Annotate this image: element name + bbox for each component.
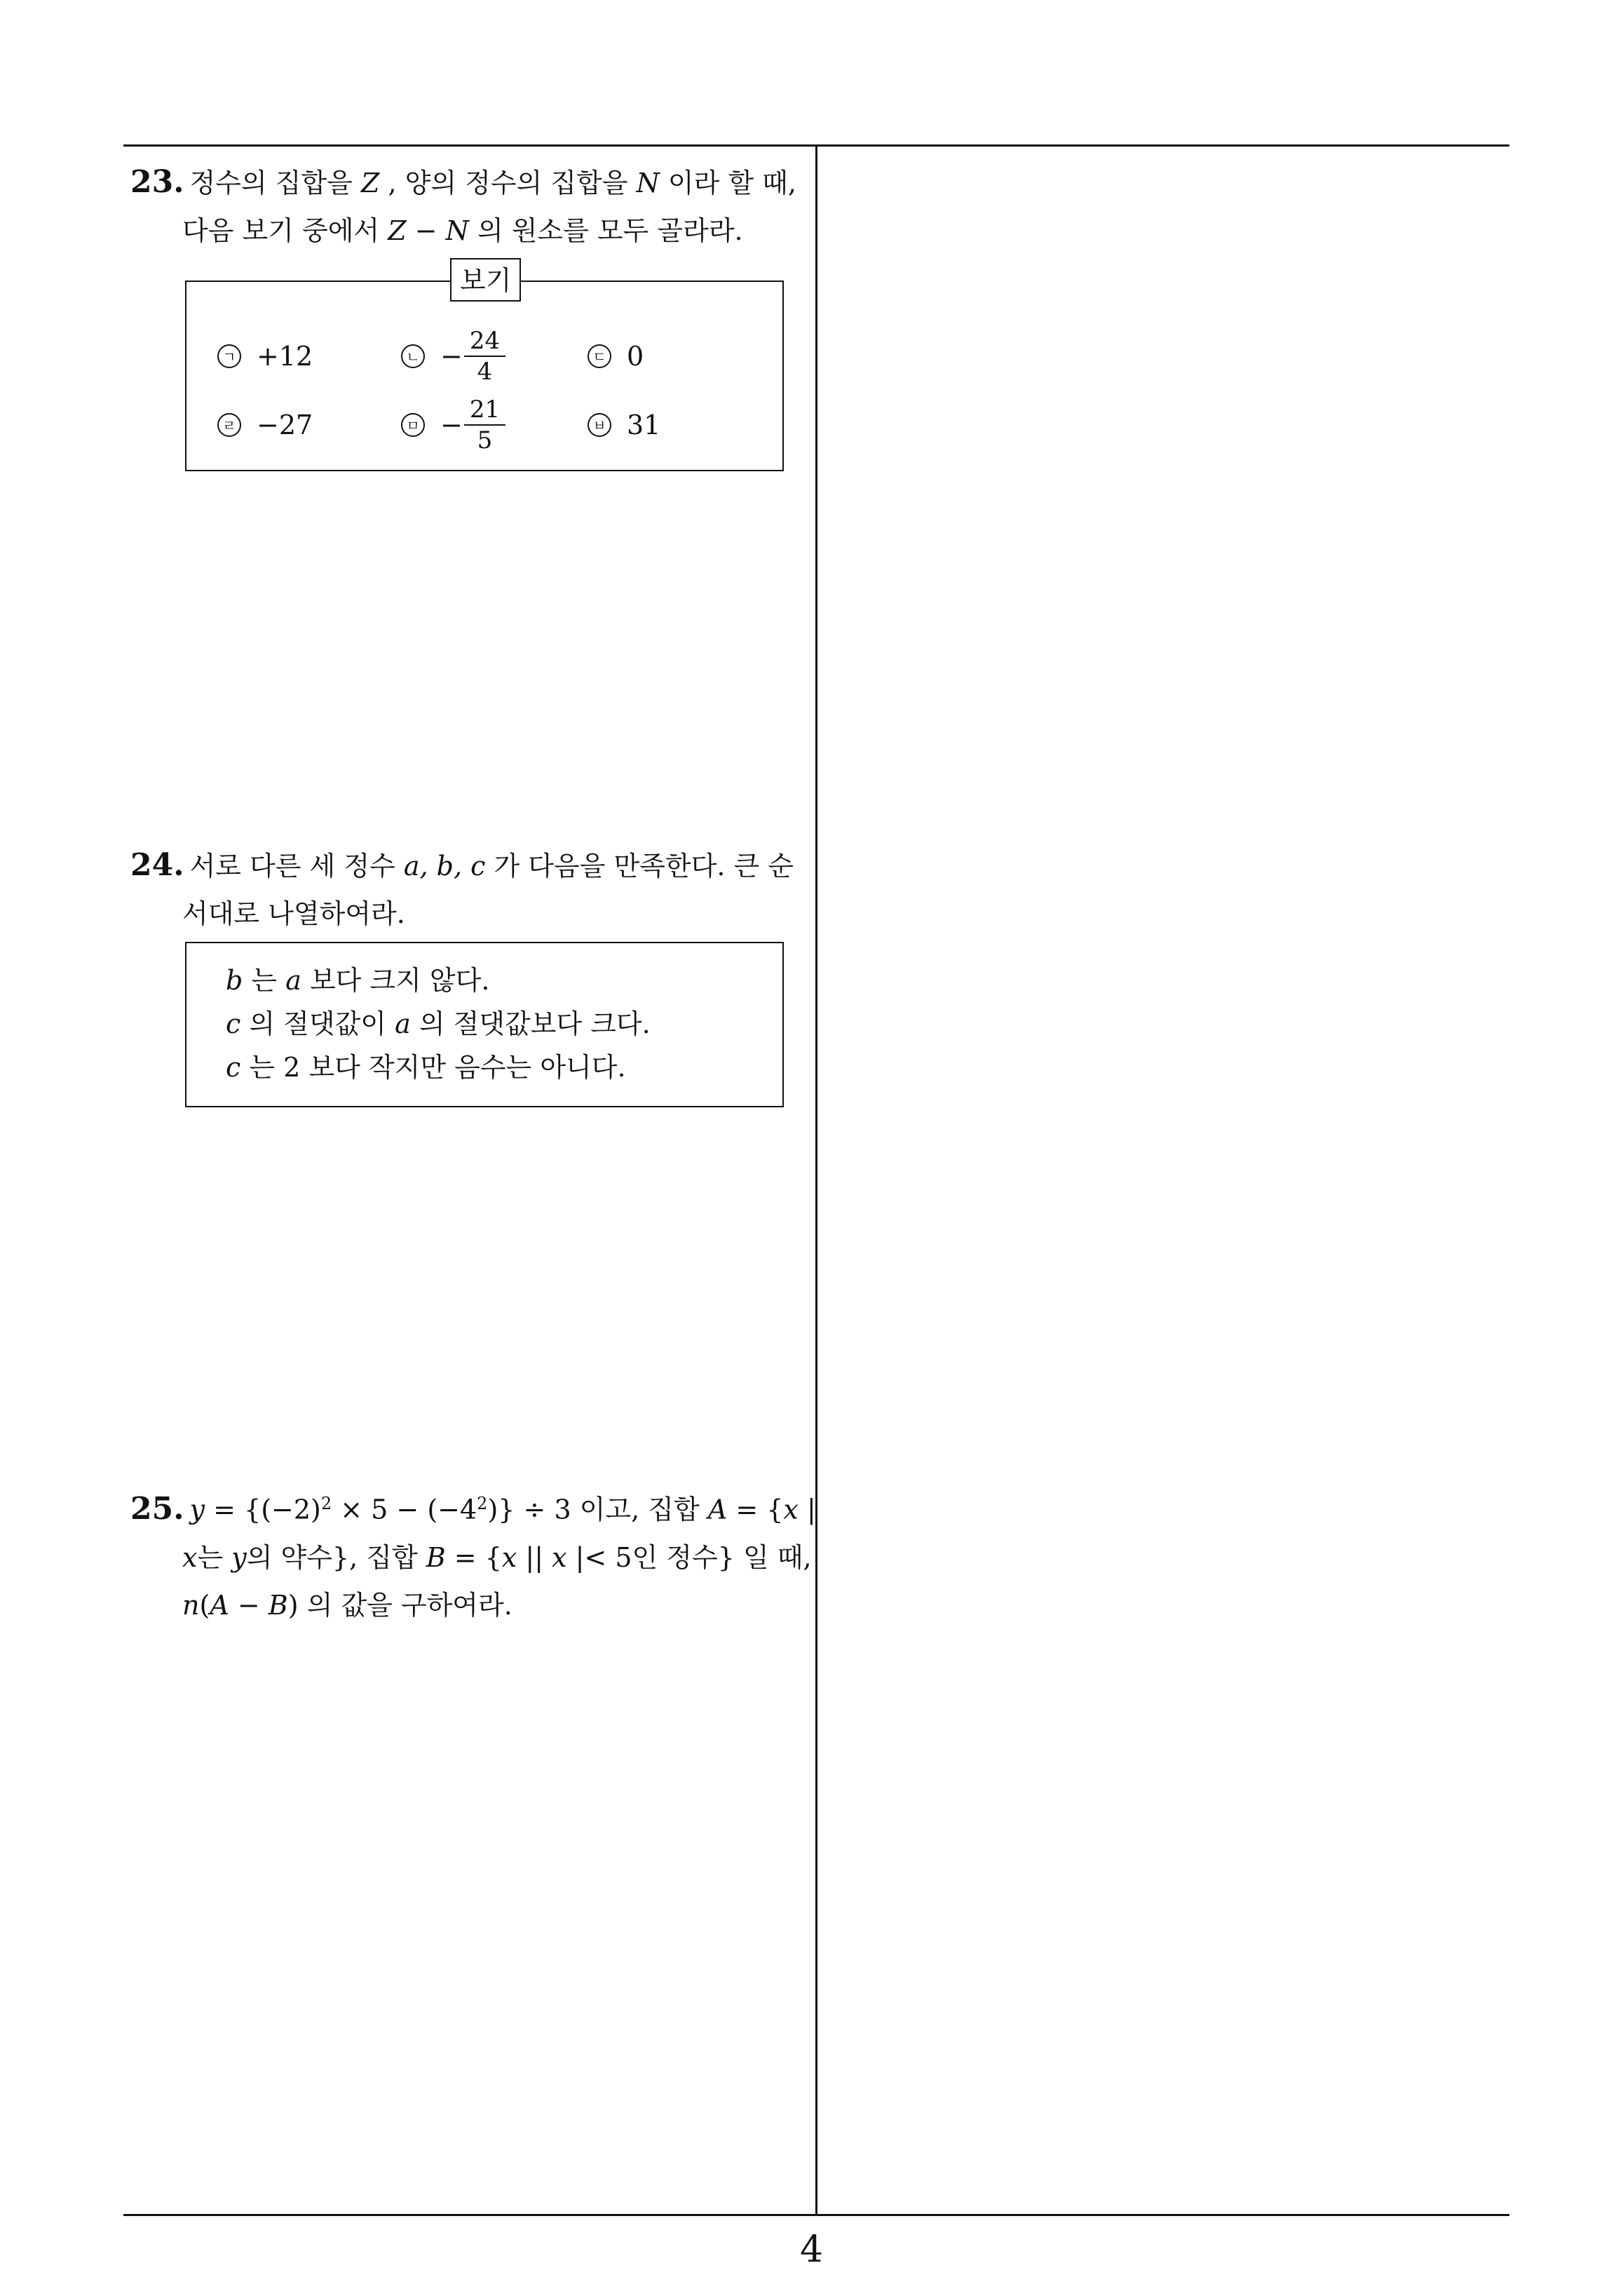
option-6: [588, 397, 660, 453]
bogi-title: 보기: [450, 258, 521, 302]
exponent: 2: [320, 1494, 332, 1513]
option-5: [401, 397, 503, 453]
denominator: 5: [477, 426, 493, 454]
fraction-bar: [464, 424, 505, 426]
problem-24-line-1: [130, 842, 803, 890]
option-3: [588, 328, 644, 384]
option-2: [401, 328, 503, 384]
text: 가 다음을 만족한다. 큰 순: [485, 851, 794, 882]
option-value: 0: [627, 341, 644, 372]
bottom-rule: [123, 2214, 1509, 2216]
option-1: [217, 328, 313, 384]
math-var: x: [501, 1541, 517, 1573]
math-var: y: [231, 1541, 247, 1573]
text: (: [199, 1589, 210, 1621]
text: 는: [243, 965, 286, 996]
text: )} ÷ 3 이고, 집합: [487, 1494, 708, 1525]
condition-box: [185, 942, 784, 1107]
math-var: Z: [360, 168, 380, 198]
option-4: [217, 397, 313, 453]
problem-25-line-2: [130, 1534, 812, 1581]
circled-mark: ㅂ: [588, 413, 611, 437]
fraction: [467, 327, 503, 385]
text: 보다 크지 않다.: [301, 965, 490, 996]
text: 정수의 집합을: [189, 168, 361, 198]
text: 의 약수}, 집합: [246, 1541, 426, 1573]
math-var: N: [636, 168, 660, 198]
circled-mark: ㅁ: [401, 413, 425, 437]
problem-23-line-1: [130, 158, 803, 207]
text: 의 원소를 모두 골라라.: [468, 215, 743, 246]
column-divider: [815, 144, 817, 2216]
problem-25-line-3: [130, 1581, 803, 1629]
math-var: c: [226, 1052, 241, 1083]
circled-mark: ㄱ: [217, 344, 241, 368]
math-var: y: [189, 1494, 205, 1525]
problem-25: [130, 1480, 816, 1629]
text: 다음 보기 중에서: [182, 215, 388, 246]
math-expr: Z − N: [388, 215, 469, 246]
text: = {: [445, 1541, 502, 1573]
option-sign: −: [440, 341, 463, 372]
math-var: c: [226, 1008, 241, 1039]
problem-23-number: 23.: [130, 164, 184, 200]
fraction: [467, 396, 503, 454]
math-var: B: [426, 1541, 446, 1573]
option-value: −27: [257, 410, 313, 440]
problem-24-number: 24.: [130, 847, 184, 883]
text: 는 2 보다 작지만 음수는 아니다.: [240, 1052, 626, 1083]
math-var: a: [395, 1008, 411, 1039]
numerator: 24: [469, 327, 501, 355]
circled-mark: ㄷ: [588, 344, 611, 368]
problem-25-line-1: [130, 1480, 816, 1534]
circled-mark: ㄴ: [401, 344, 425, 368]
math-var: a: [285, 965, 301, 996]
text: 이라 할 때,: [659, 168, 796, 198]
text: = {: [727, 1494, 784, 1525]
option-value: +12: [257, 341, 313, 372]
problem-23: [130, 158, 803, 255]
numerator: 21: [469, 396, 501, 424]
condition-3: [226, 1046, 782, 1089]
option-value: 31: [627, 410, 661, 440]
text: × 5 − (−4: [332, 1494, 477, 1525]
math-var: x: [783, 1494, 799, 1525]
text: −: [229, 1589, 269, 1621]
text: |: [798, 1494, 816, 1525]
text: 는: [197, 1541, 232, 1573]
condition-1: [226, 959, 782, 1002]
math-var: n: [182, 1589, 200, 1621]
exponent: 2: [477, 1494, 488, 1513]
text: 의 절댓값보다 크다.: [410, 1008, 651, 1039]
condition-2: [226, 1002, 782, 1046]
math-var: x: [552, 1541, 567, 1573]
math-var: B: [268, 1589, 288, 1621]
math-var: b: [226, 965, 243, 996]
circled-mark: ㄹ: [217, 413, 241, 437]
text: 서로 다른 세 정수: [189, 851, 404, 882]
fraction-bar: [464, 356, 505, 357]
math-vars: a, b, c: [403, 851, 486, 882]
problem-25-number: 25.: [130, 1490, 184, 1527]
problem-24: [130, 842, 803, 938]
problem-24-line-2: 서대로 나열하여라.: [182, 898, 405, 929]
option-sign: −: [440, 410, 463, 440]
text: , 양의 정수의 집합을: [379, 168, 637, 198]
problem-23-line-2: [130, 207, 803, 255]
math-var: x: [182, 1541, 198, 1573]
text: ) 의 값을 구하여라.: [287, 1589, 512, 1621]
math-var: A: [707, 1494, 728, 1525]
text: = {(−2): [205, 1494, 321, 1525]
text: |< 5인 정수} 일 때,: [566, 1541, 812, 1573]
text: ||: [517, 1541, 552, 1573]
text: 의 절댓값이: [240, 1008, 395, 1039]
page-number: 4: [799, 2229, 824, 2271]
denominator: 4: [477, 358, 493, 386]
math-var: A: [210, 1589, 229, 1621]
